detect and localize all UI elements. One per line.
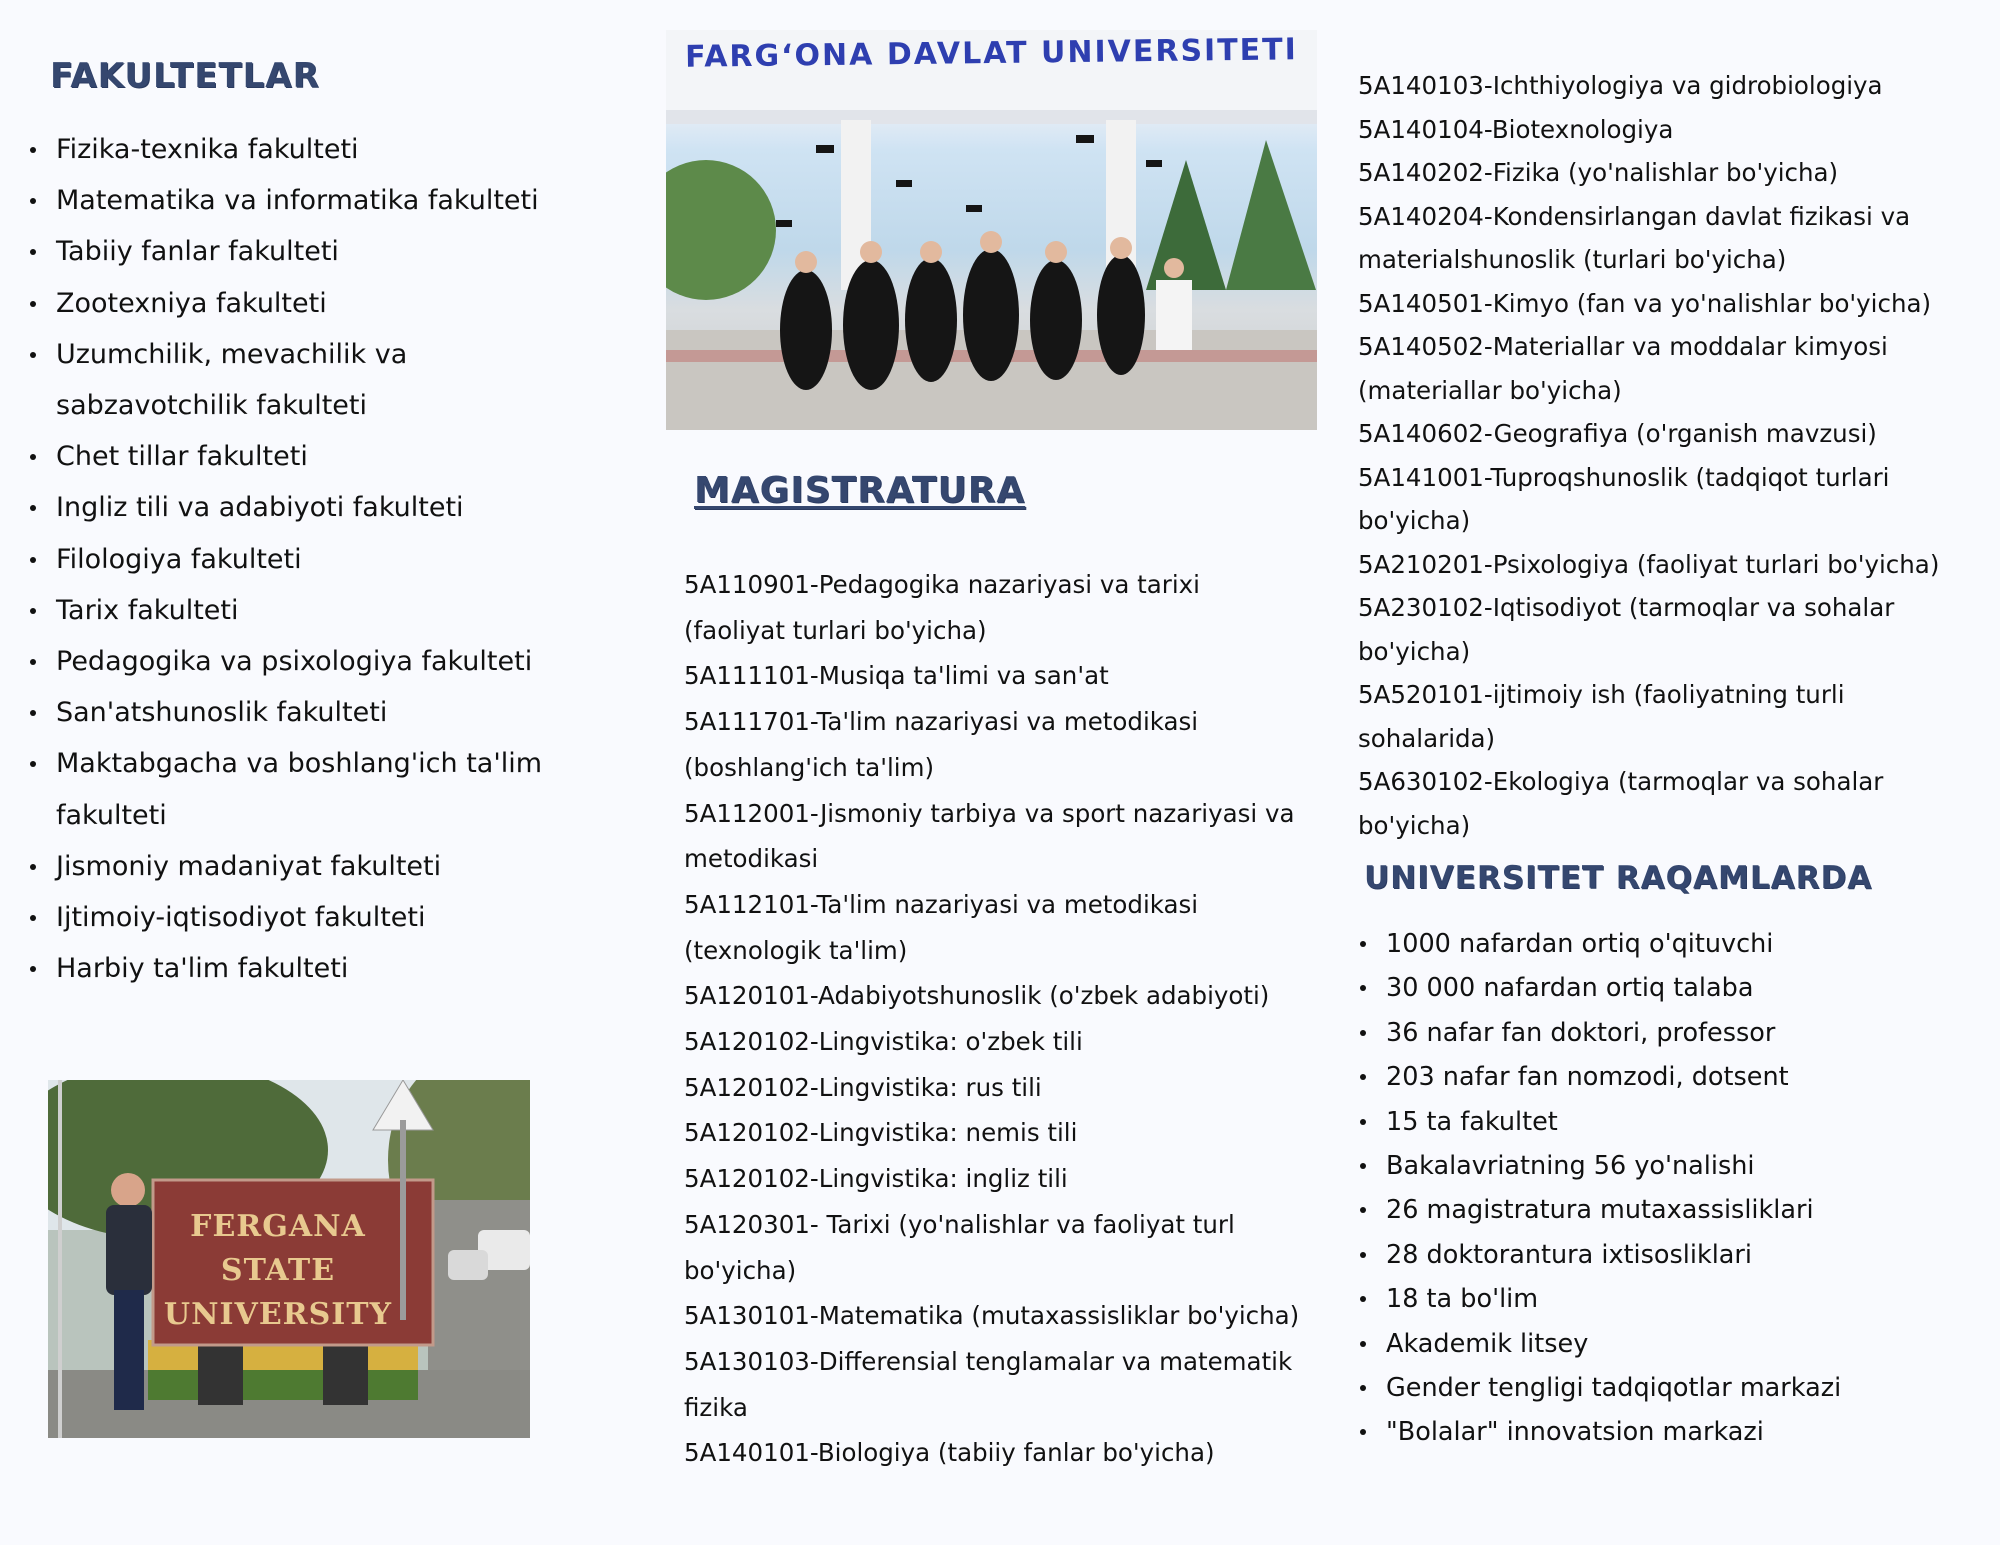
list-line: 5A112101-Ta'lim nazariyasi va metodikasi (684, 889, 1199, 919)
list-line: 5A120102-Lingvistika: nemis tili (684, 1118, 1078, 1148)
list-item: Ijtimoiy-iqtisodiyot fakulteti (26, 892, 626, 943)
list-item: Zootexniya fakulteti (26, 278, 626, 329)
list-item: 203 nafar fan nomzodi, dotsent (1356, 1055, 1976, 1099)
list-line: 5A141001-Tuproqshunoslik (tadqiqot turlari (1358, 462, 1890, 492)
list-item: "Bolalar" innovatsion markazi (1356, 1410, 1976, 1454)
list-line: 5A210201-Psixologiya (faoliyat turlari bo'yicha) (1358, 549, 1940, 579)
list-line: 5A630102-Ekologiya (tarmoqlar va sohalar (1358, 767, 1884, 796)
list-line: materialshunoslik (turlari bo'yicha) (1358, 245, 1787, 274)
list-item: Maktabgacha va boshlang'ich ta'lim (26, 738, 626, 789)
list-line: 5A120102-Lingvistika: rus tili (684, 1072, 1042, 1102)
list-item: 15 ta fakultet (1356, 1100, 1976, 1144)
list-line: 5A110901-Pedagogika nazariyasi va tarixi (684, 570, 1200, 599)
list-item-continuation: fakulteti (56, 799, 167, 831)
list-line: 5A140602-Geografiya (o'rganish mavzusi) (1358, 419, 1877, 448)
list-item: 30 000 nafardan ortiq talaba (1356, 966, 1976, 1010)
list-item: San'atshunoslik fakulteti (26, 687, 626, 738)
list-item: Chet tillar fakulteti (26, 431, 626, 482)
list-line: 5A120102-Lingvistika: o'zbek tili (684, 1027, 1083, 1057)
list-line: bo'yicha) (684, 1255, 797, 1285)
specialties-continued-list (1358, 64, 1998, 847)
fakultetlar-list (26, 124, 626, 994)
list-line: 5A140101-Biologiya (tabiiy fanlar bo'yicha) (684, 1438, 1215, 1468)
list-line: 5A130101-Matematika (mutaxassisliklar bo'yicha) (684, 1301, 1300, 1331)
list-line: 5A120301- Tarixi (yo'nalishlar va faoliyat turl (684, 1209, 1235, 1239)
graduates-photo (666, 30, 1317, 430)
list-line: 5A111701-Ta'lim nazariyasi va metodikasi (684, 707, 1199, 737)
list-line: 5A130103-Differensial tenglamalar va matematik (684, 1346, 1293, 1376)
list-line: (boshlang'ich ta'lim) (684, 752, 935, 782)
list-line: (materiallar bo'yicha) (1358, 375, 1622, 405)
fakultetlar-heading: FAKULTETLAR (50, 56, 320, 96)
raqamlar-heading: UNIVERSITET RAQAMLARDA (1364, 860, 1873, 896)
sign-line-2: UNIVERSITY (163, 1297, 393, 1332)
list-item: 28 doktorantura ixtisosliklari (1356, 1233, 1976, 1277)
list-line: 5A140204-Kondensirlangan davlat fizikasi va (1358, 201, 1911, 231)
list-item: Gender tengligi tadqiqotlar markazi (1356, 1366, 1976, 1410)
list-line: 5A120101-Adabiyotshunoslik (o'zbek adabiyoti) (684, 981, 1270, 1011)
list-line: fizika (684, 1392, 748, 1422)
list-item: Ingliz tili va adabiyoti fakulteti (26, 482, 626, 533)
list-line: bo'yicha) (1358, 636, 1471, 666)
list-item-continuation: sabzavotchilik fakulteti (56, 390, 367, 422)
list-item: Tarix fakulteti (26, 585, 626, 636)
list-item: Jismoniy madaniyat fakulteti (26, 841, 626, 892)
list-line: 5A140502-Materiallar va moddalar kimyosi (1358, 332, 1888, 361)
list-item: 18 ta bo'lim (1356, 1277, 1976, 1321)
list-line: 5A140104-Biotexnologiya (1358, 114, 1674, 144)
sign-line-1: FERGANA STATE (190, 1209, 366, 1288)
list-item: Filologiya fakulteti (26, 534, 626, 585)
list-line: 5A140103-Ichthiyologiya va gidrobiologiya (1358, 71, 1883, 100)
list-line: bo'yicha) (1358, 506, 1471, 535)
list-item: Tabiiy fanlar fakulteti (26, 226, 626, 277)
list-line: 5A520101-ijtimoiy ish (faoliyatning turli (1358, 680, 1845, 709)
list-item: 36 nafar fan doktori, professor (1356, 1011, 1976, 1055)
list-item: Fizika-texnika fakulteti (26, 124, 626, 175)
list-line: (texnologik ta'lim) (684, 935, 908, 965)
list-line: 5A140501-Kimyo (fan va yo'nalishlar bo'yicha) (1358, 288, 1932, 318)
magistratura-heading: MAGISTRATURA (694, 470, 1026, 511)
graduates-photo-caption: FARG‘ONA DAVLAT UNIVERSITETI (684, 32, 1299, 75)
list-line: 5A230102-Iqtisodiyot (tarmoqlar va sohalar (1358, 593, 1895, 622)
university-sign-photo (48, 1080, 530, 1438)
list-item: Akademik litsey (1356, 1322, 1976, 1366)
list-item: 26 magistratura mutaxassisliklari (1356, 1188, 1976, 1232)
list-line: bo'yicha) (1358, 810, 1471, 840)
list-line: 5A140202-Fizika (yo'nalishlar bo'yicha) (1358, 158, 1839, 187)
list-line: (faoliyat turlari bo'yicha) (684, 615, 987, 645)
magistratura-list (684, 562, 1324, 1476)
raqamlar-list (1356, 922, 1976, 1455)
list-item: Matematika va informatika fakulteti (26, 175, 626, 226)
list-line: 5A120102-Lingvistika: ingliz tili (684, 1164, 1068, 1194)
list-item: Uzumchilik, mevachilik va (26, 329, 626, 380)
list-item: Bakalavriatning 56 yo'nalishi (1356, 1144, 1976, 1188)
list-item: Pedagogika va psixologiya fakulteti (26, 636, 626, 687)
list-item: Harbiy ta'lim fakulteti (26, 943, 626, 994)
list-line: 5A112001-Jismoniy tarbiya va sport nazariyasi va (684, 798, 1295, 828)
list-item: 1000 nafardan ortiq o'qituvchi (1356, 922, 1976, 966)
list-line: 5A111101-Musiqa ta'limi va san'at (684, 661, 1109, 691)
list-line: metodikasi (684, 844, 819, 874)
sign-text (160, 1205, 396, 1337)
list-line: sohalarida) (1358, 723, 1496, 753)
